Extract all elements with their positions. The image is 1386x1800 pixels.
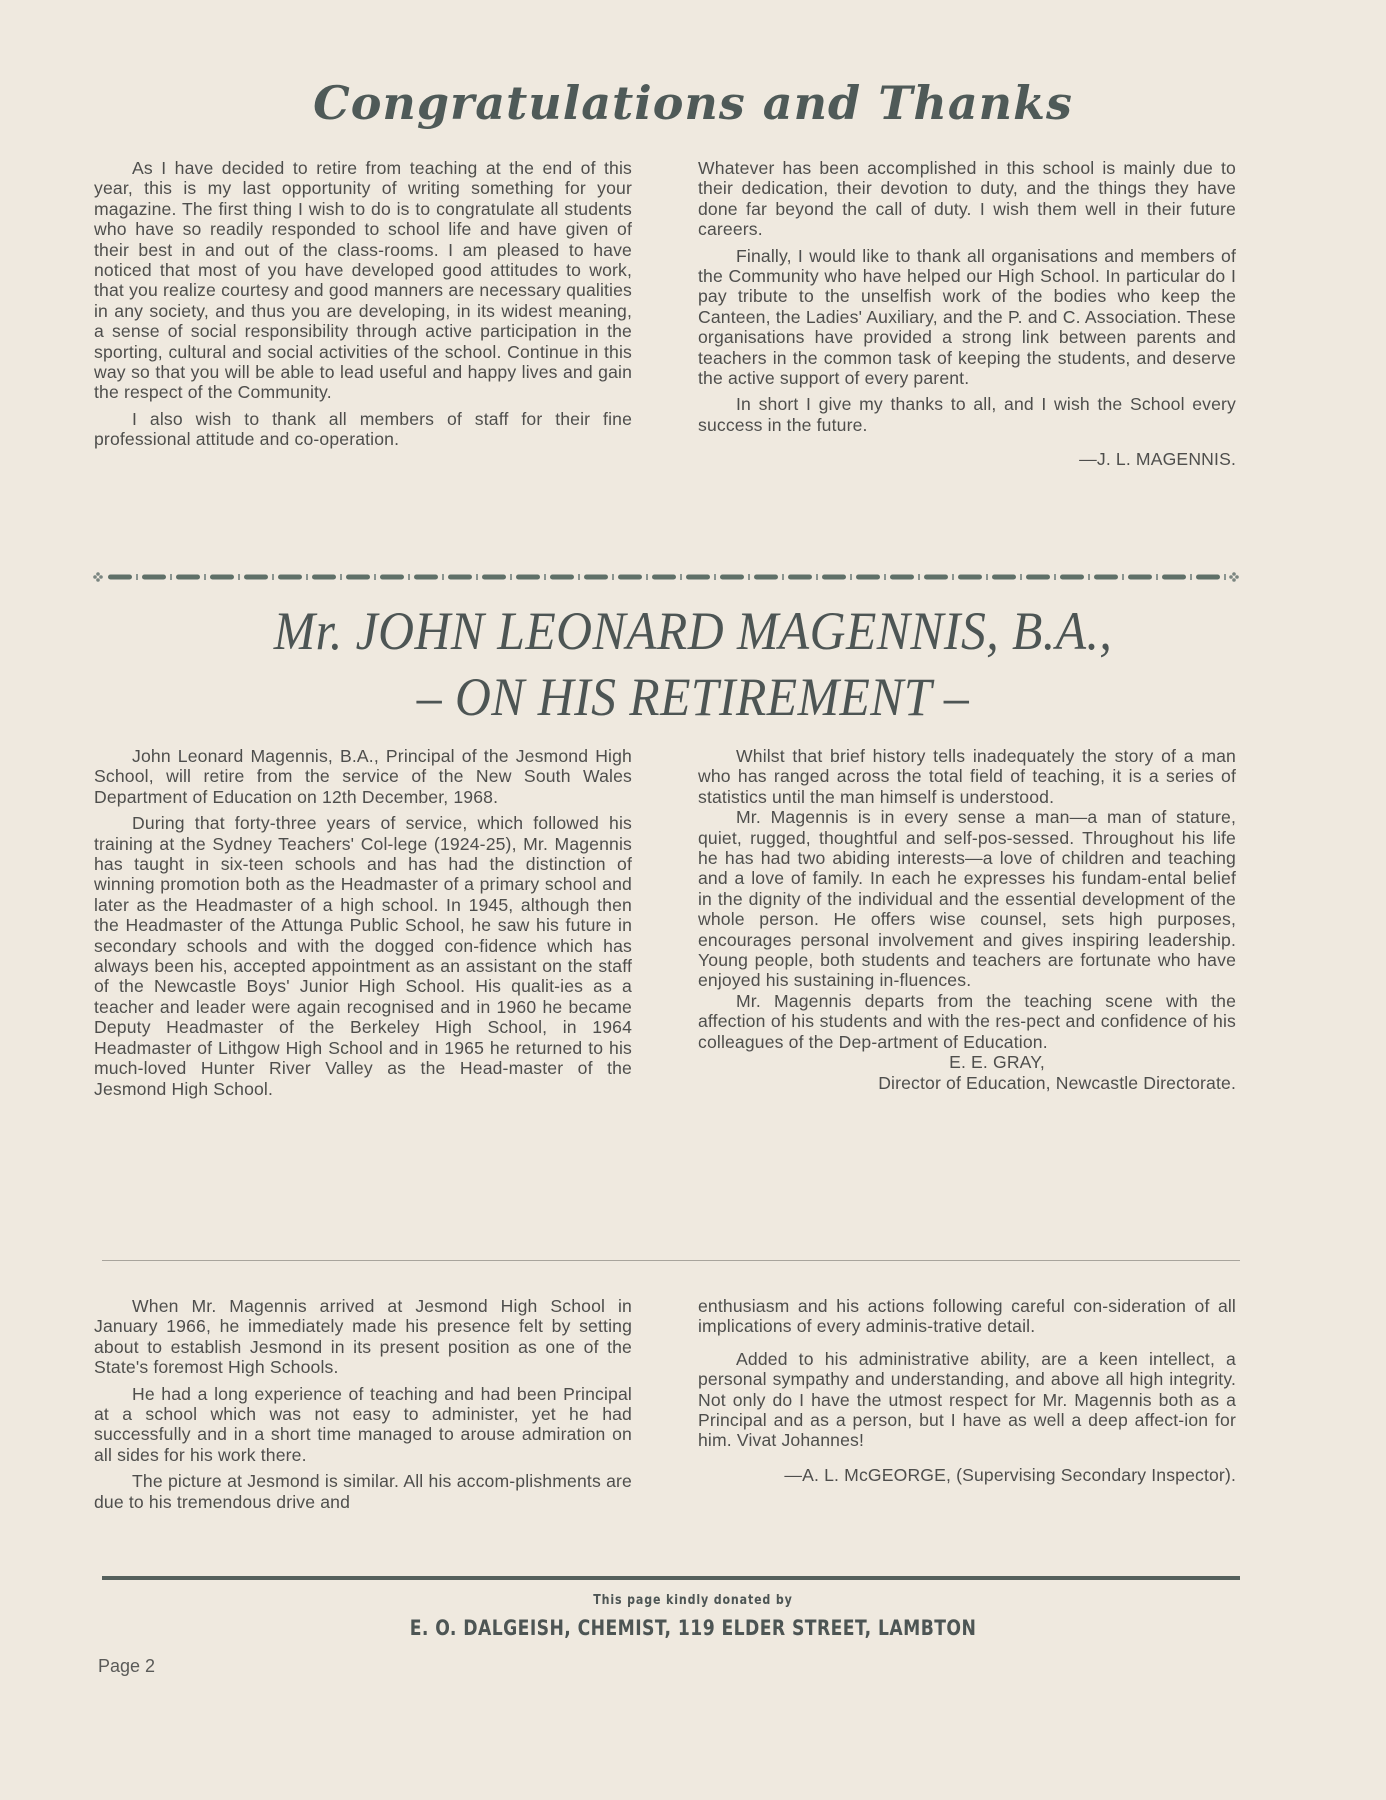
ornament-bar [816, 574, 818, 580]
paragraph: As I have decided to retire from teaching at the end of this year, this is my last opportunity of writing something for your magazine. The first thing I wish to do is to congratulate all students who have so readily responded to school life and have given of their best in and out of the class-rooms. I am pleased to have noticed that most of you have developed good attitudes to work, that you realize courtesy and good manners are necessary qualities in any society, and thus you are developing, in its widest meaning, a sense of social responsibility through active participation in the sporting, cultural and social activities of the school. Continue in this way so that you will be able to lead useful and happy lives and gain the respect of the Community. [94, 158, 632, 403]
donated-label: This page kindly donated by [593, 1593, 793, 1608]
mcgeorge-left-column [94, 1296, 632, 1512]
ornament-link [1060, 575, 1084, 580]
ornament-bar [238, 574, 240, 580]
retirement-left-column [94, 746, 632, 1099]
ornament-bar [408, 574, 410, 580]
ornament-end-left-icon [93, 572, 103, 582]
ornament-link [924, 575, 948, 580]
retirement-right-column [698, 746, 1236, 1093]
ornamental-divider [92, 571, 1240, 583]
ornament-bar [952, 574, 954, 580]
ornament-link [482, 575, 506, 580]
footer-rule [102, 1576, 1240, 1580]
ornament-link [176, 575, 200, 580]
donor-name: E. O. DALGEISH, CHEMIST, 119 ELDER STREET, LAMBTON [409, 1616, 977, 1640]
congratulations-left-column [94, 158, 632, 450]
ornament-link [788, 575, 812, 580]
paragraph: The picture at Jesmond is similar. All his accom-plishments are due to his tremendous drive and [94, 1471, 632, 1512]
congratulations-title: Congratulations and Thanks [313, 76, 1073, 130]
ornament-bar [986, 574, 988, 580]
ornament-link [822, 575, 846, 580]
ornament-bar [306, 574, 308, 580]
ornament-link [244, 575, 268, 580]
ornament-link [618, 575, 642, 580]
ornament-bar [510, 574, 512, 580]
signature-magennis: —J. L. MAGENNIS. [1079, 449, 1236, 470]
ornament-chain [108, 574, 1226, 580]
retirement-title-line1: Mr. JOHN LEONARD MAGENNIS, B.A., [273, 601, 1113, 661]
paragraph: During that forty-three years of service, which followed his training at the Sydney Teachers' Col-lege (1924-25), Mr. Magennis has taught in six-teen schools and has had the distinction of winning promotion both as the Headmaster of a primary school and later as the Headmaster of a high school. In 1945, although then the Headmaster of the Attunga Public School, he saw his future in secondary schools and with the dogged con-fidence which has always been his, accepted appointment as an assistant on the staff of the Newcastle Boys' Junior High School. His qualit-ies as a teacher and leader were again recognised and in 1960 he became Deputy Headmaster of the Berkeley High School, in 1964 Headmaster of Lithgow High School and in 1965 he returned to his much-loved Hunter River Valley as the Head-master of the Jesmond High School. [94, 813, 632, 1099]
ornament-link [652, 575, 676, 580]
ornament-link [720, 575, 744, 580]
ornament-link [1162, 575, 1186, 580]
ornament-link [890, 575, 914, 580]
ornament-bar [782, 574, 784, 580]
ornament-link [550, 575, 574, 580]
paragraph: Added to his administrative ability, are a keen intellect, a personal sympathy and understanding, and above all high integrity. Not only do I have the utmost respect for Mr. Magennis both as a Principal and as a person, but I have as well a deep affect-ion for him. Vivat Johannes! [698, 1348, 1236, 1451]
mcgeorge-right-column [698, 1296, 1236, 1485]
ornament-link [278, 575, 302, 580]
retirement-title-line2: – ON HIS RETIREMENT – [416, 667, 970, 727]
ornament-link [992, 575, 1016, 580]
ornament-link [210, 575, 234, 580]
ornament-bar [748, 574, 750, 580]
paragraph: Whatever has been accomplished in this school is mainly due to their dedication, their devotion to duty, and the things they have done far beyond the call of duty. I wish them well in their future careers. [698, 158, 1236, 240]
ornament-bar [680, 574, 682, 580]
ornament-link [1128, 575, 1152, 580]
ornament-bar [714, 574, 716, 580]
ornament-link [1196, 575, 1220, 580]
ornament-bar [1156, 574, 1158, 580]
ornament-bar [1122, 574, 1124, 580]
ornament-link [1094, 575, 1118, 580]
ornament-bar [1088, 574, 1090, 580]
ornament-link [312, 575, 336, 580]
signature-gray-title: Director of Education, Newcastle Directorate. [878, 1072, 1236, 1093]
ornament-link [754, 575, 778, 580]
ornament-bar [170, 574, 172, 580]
ornament-bar [646, 574, 648, 580]
ornament-bar [1190, 574, 1192, 580]
ornament-bar [272, 574, 274, 580]
ornament-bar [340, 574, 342, 580]
congratulations-right-column [698, 158, 1236, 470]
paragraph: Whilst that brief history tells inadequately the story of a man who has ranged across the total field of teaching, it is a series of statistics until the man himself is understood. [698, 746, 1236, 807]
paragraph: enthusiasm and his actions following careful con-sideration of all implications of every adminis-trative detail. [698, 1296, 1236, 1337]
ornament-link [856, 575, 880, 580]
paragraph: He had a long experience of teaching and had been Principal at a school which was not easy to administer, yet he had successfully and in a short time managed to arouse admiration on all sides for his work there. [94, 1383, 632, 1465]
paragraph: When Mr. Magennis arrived at Jesmond High School in January 1966, he immediately made his presence felt by setting about to establish Jesmond in its present position as one of the State's foremost High Schools. [94, 1296, 632, 1378]
section-divider [102, 1260, 1240, 1261]
ornament-bar [544, 574, 546, 580]
ornament-link [108, 575, 132, 580]
page-number: Page 2 [98, 1656, 156, 1676]
ornament-link [414, 575, 438, 580]
ornament-bar [476, 574, 478, 580]
ornament-link [1026, 575, 1050, 580]
ornament-link [448, 575, 472, 580]
ornament-link [686, 575, 710, 580]
ornament-bar [850, 574, 852, 580]
ornament-bar [1224, 574, 1226, 580]
ornament-bar [442, 574, 444, 580]
ornament-bar [1020, 574, 1022, 580]
ornament-bar [374, 574, 376, 580]
signature-gray-name: E. E. GRAY, [949, 1052, 1045, 1073]
ornament-bar [612, 574, 614, 580]
ornament-bar [204, 574, 206, 580]
paragraph: Mr. Magennis is in every sense a man—a man of stature, quiet, rugged, thoughtful and self-pos-sessed. Throughout his life he has had two abiding interests—a love of children and teaching and a love of family. In each he expresses his fundam-ental belief in the dignity of the individual and the essential development of the whole person. He offers wise counsel, sets high purposes, encourages personal involvement and gives inspiring leadership. Young people, both students and teachers are fortunate who have enjoyed his sustaining in-fluences. [698, 807, 1236, 991]
ornament-link [516, 575, 540, 580]
paragraph: Finally, I would like to thank all organisations and members of the Community who have helped our High School. In particular do I pay tribute to the unselfish work of the bodies who keep the Canteen, the Ladies' Auxiliary, and the P. and C. Association. These organisations have provided a strong link between parents and teachers in the common task of keeping the students, and deserve the active support of every parent. [698, 245, 1236, 389]
paragraph: I also wish to thank all members of staff for their fine professional attitude and co-operation. [94, 408, 632, 450]
ornament-link [346, 575, 370, 580]
paragraph: Mr. Magennis departs from the teaching scene with the affection of his students and with the res-pect and confidence of his colleagues of the Dep-artment of Education. [698, 990, 1236, 1052]
ornament-link [380, 575, 404, 580]
paragraph: In short I give my thanks to all, and I wish the School every success in the future. [698, 394, 1236, 435]
ornament-link [958, 575, 982, 580]
ornament-link [142, 575, 166, 580]
ornament-end-right-icon [1229, 572, 1239, 582]
signature-mcgeorge: —A. L. McGEORGE, (Supervising Secondary Inspector). [784, 1464, 1236, 1485]
ornament-bar [918, 574, 920, 580]
ornament-bar [136, 574, 138, 580]
paragraph: John Leonard Magennis, B.A., Principal of the Jesmond High School, will retire from the service of the New South Wales Department of Education on 12th December, 1968. [94, 746, 632, 807]
ornament-bar [578, 574, 580, 580]
ornament-link [584, 575, 608, 580]
ornament-bar [1054, 574, 1056, 580]
ornament-bar [884, 574, 886, 580]
